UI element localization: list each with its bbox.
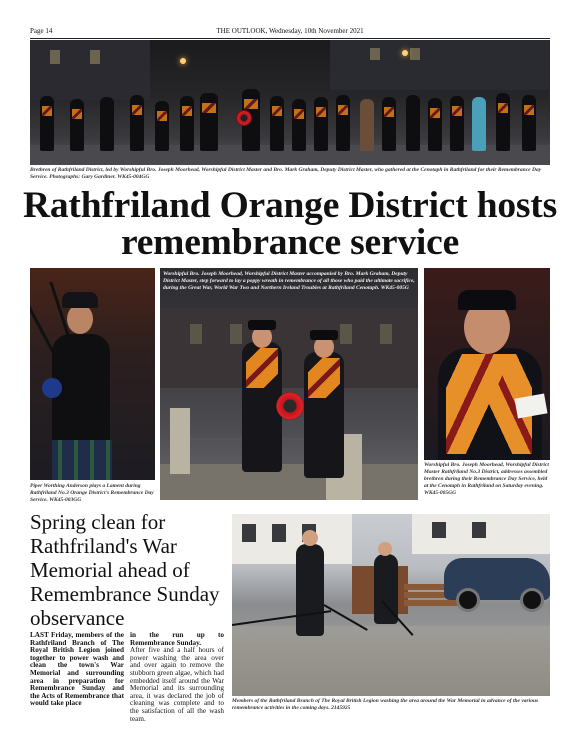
wreath-laying-photo	[160, 268, 418, 500]
poppy-wreath-icon	[274, 390, 306, 422]
story-headline: Spring clean for Rathfriland's War Memorial ahead of Remembrance Sunday observance	[30, 510, 220, 630]
masthead-date: THE OUTLOOK, Wednesday, 10th November 2021	[216, 27, 364, 35]
piper-photo	[30, 268, 155, 480]
bottom-photo-caption: Members of the Rathfriland Branch of The Royal British Legion washing the area around the War Memorial in advance of the various remembrance activities in the coming days. 2145925	[232, 698, 539, 711]
power-washing-photo	[232, 514, 550, 696]
mid-photo-caption: Worshipful Bro. Joseph Moorhead, Worshipful District Master accompanied by Bro. Mark Graham, Deputy District Master, step forward to lay a poppy wreath in remembrance of all those who paid the ultimate sacrifice, during the Great War, World War Two and Northern Ireland Troubles at Rathfriland Cenotaph. WK45-005G	[163, 271, 415, 291]
top-photo-cenotaph-parade	[30, 40, 550, 165]
story-column-2-body: After five and a half hours of power washing the area over and over again to remove the stubborn green algae, which had embedded itself around the War Memorial and its surrounding area, it was declared the job of cleaning was complete and to the satisfaction of all the wash team.	[130, 646, 224, 723]
district-master-photo	[424, 268, 550, 460]
poppy-wreath-icon	[236, 110, 252, 126]
story-column-2	[130, 632, 224, 723]
page-number: Page 14	[30, 27, 53, 35]
top-photo-caption: Brethren of Rathfriland District, led by Worshipful Bro. Joseph Moorhead, Worshipful District Master and Bro. Mark Graham, Deputy District Master, who gathered at the Cenotaph in Rathfriland for their Remembrance Day Service. Photographs: Gary Gardiner. WK45-004GG	[30, 167, 542, 180]
right-photo-caption: Worshipful Bro. Joseph Moorhead, Worshipful District Master Rathfriland No.3 District, addresses assembled brethren during their Remembrance Day Service, held at the Cenotaph in Rathfriland on Saturday evening. WK45-005GG	[424, 462, 549, 496]
piper-photo-caption: Piper Worthing Anderson plays a Lament during Rathfriland No.3 Orange District's Remembrance Day Service. WK45-003GG	[30, 483, 154, 503]
page-header	[30, 26, 550, 39]
story-column-2-lead: in the run up to Remembrance Sunday.	[130, 631, 224, 647]
main-headline: Rathfriland Orange District hosts remembrance service	[22, 185, 557, 263]
story-column-1: LAST Friday, members of the Rathfriland Branch of The Royal British Legion joined together to power wash and clean the town's War Memorial and surrounding area in preparation for Remembrance Sunday and the Acts of Remembrance that would take place	[30, 631, 124, 708]
